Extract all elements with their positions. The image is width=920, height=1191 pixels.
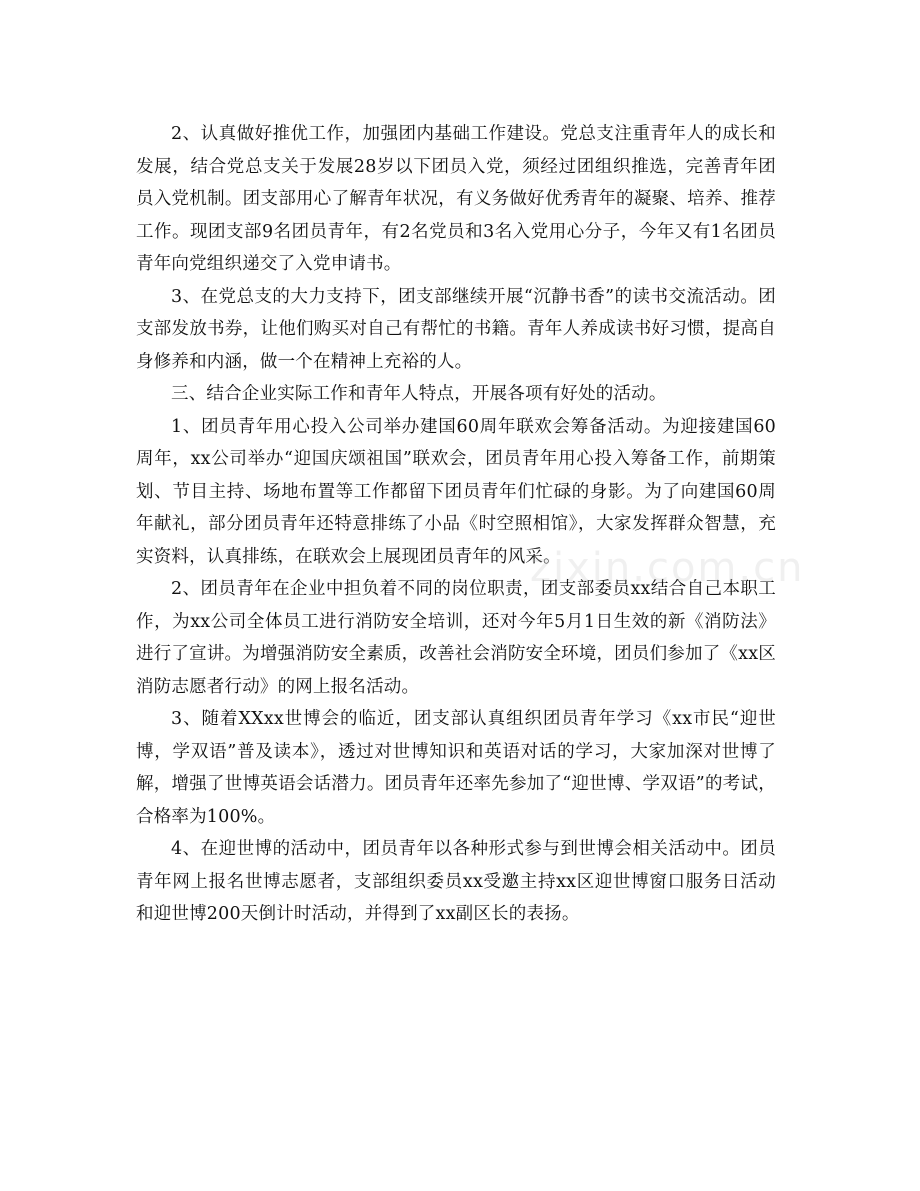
paragraph-3: 三、结合企业实际工作和青年人特点，开展各项有好处的活动。 xyxy=(171,384,667,404)
paragraph-1: 2、认真做好推优工作，加强团内基础工作建设。党总支注重青年人的成长和发展，结合党总支关于发展28岁以下团员入党，须经过团组织推选，完善青年团员入党机制。团支部用心了解青年状况，有义务做好优秀青年的凝聚、培养、推荐工作。现团支部9名团员青年，有2名党员和3名入党用心分子，今年又有1名团员青年向党组织递交了入党申请书。 xyxy=(136,124,776,274)
document-body xyxy=(136,118,776,931)
watermark: zixin.com.cn xyxy=(530,545,805,591)
paragraph-5: 2、团员青年在企业中担负着不同的岗位职责，团支部委员xx结合自己本职工作，为xx公司全体员工进行消防安全培训，还对今年5月1日生效的新《消防法》进行了宣讲。为增强消防安全素质，改善社会消防安全环境，团员们参加了《xx区消防志愿者行动》的网上报名活动。 xyxy=(136,579,776,697)
paragraph-2: 3、在党总支的大力支持下，团支部继续开展“沉静书香”的读书交流活动。团支部发放书券，让他们购买对自己有帮忙的书籍。青年人养成读书好习惯，提高自身修养和内涵，做一个在精神上充裕的人。 xyxy=(136,286,776,372)
paragraph-6: 3、随着XXxx世博会的临近，团支部认真组织团员青年学习《xx市民“迎世博，学双语”普及读本》，透过对世博知识和英语对话的学习，大家加深对世博了解，增强了世博英语会话潜力。团员青年还率先参加了“迎世博、学双语”的考试，合格率为100%。 xyxy=(136,709,776,827)
paragraph-7: 4、在迎世博的活动中，团员青年以各种形式参与到世博会相关活动中。团员青年网上报名世博志愿者，支部组织委员xx受邀主持xx区迎世博窗口服务日活动和迎世博200天倒计时活动，并得到了xx副区长的表扬。 xyxy=(136,839,776,924)
paragraph-4: 1、团员青年用心投入公司举办建国60周年联欢会筹备活动。为迎接建国60周年，xx公司举办“迎国庆颂祖国”联欢会，团员青年用心投入筹备工作，前期策划、节目主持、场地布置等工作都留下团员青年们忙碌的身影。为了向建国60周年献礼，部分团员青年还特意排练了小品《时空照相馆》，大家发挥群众智慧，充实资料，认真排练，在联欢会上展现团员青年的风采。 xyxy=(136,416,776,567)
